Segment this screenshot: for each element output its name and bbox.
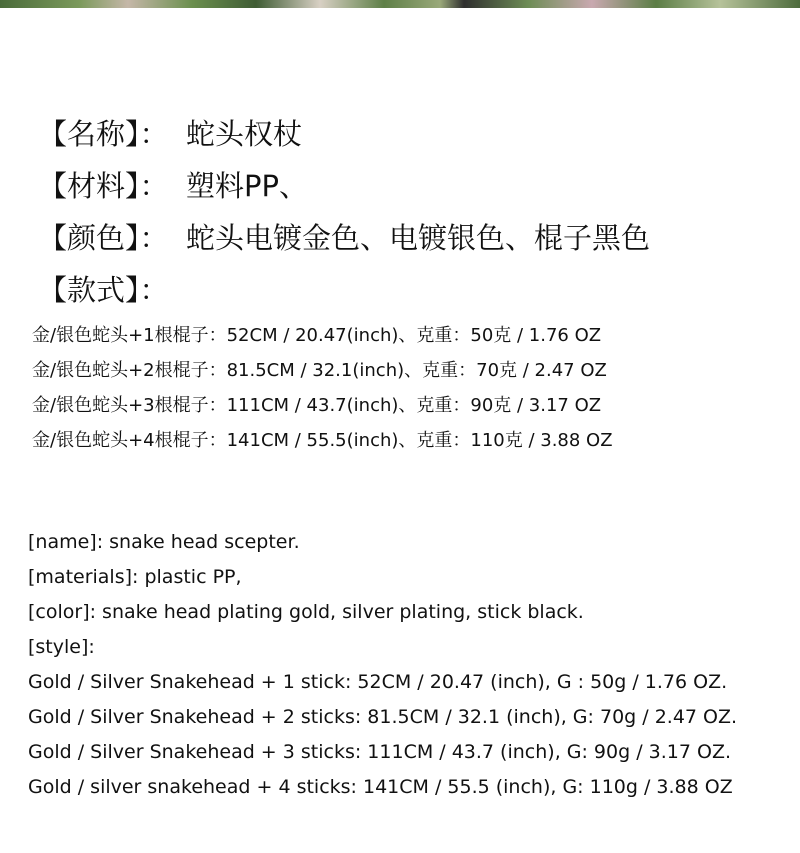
spec-row-style — [38, 264, 650, 316]
spec-key: 【名称】： — [38, 117, 169, 151]
spec-line-en: [name]: snake head scepter. — [28, 531, 300, 553]
variant-line: 金/银色蛇头+4根棍子：141CM / 55.5(inch)、克重：110克 / 3.88 OZ — [32, 430, 613, 451]
variant-line-en: Gold / Silver Snakehead + 3 sticks: 111CM / 43.7 (inch), G: 90g / 3.17 OZ. — [28, 741, 732, 763]
spec-line-en: [materials]: plastic PP, — [28, 566, 242, 588]
variant-line-en: Gold / Silver Snakehead + 1 stick: 52CM / 20.47 (inch), G : 50g / 1.76 OZ. — [28, 671, 728, 693]
spec-key: 【材料】： — [38, 169, 169, 203]
spec-value: 蛇头权杖 — [186, 117, 303, 151]
spec-list-cn — [38, 108, 650, 316]
spec-row-material — [38, 160, 650, 212]
spec-value: 蛇头电镀金色、电镀银色、棍子黑色 — [186, 221, 651, 255]
spec-line-en: [style]: — [28, 636, 95, 658]
spec-line-en: [color]: snake head plating gold, silver plating, stick black. — [28, 601, 584, 623]
spec-key: 【款式】： — [38, 273, 169, 307]
variant-line-en: Gold / silver snakehead + 4 sticks: 141CM / 55.5 (inch), G: 110g / 3.88 OZ — [28, 776, 733, 798]
spec-key: 【颜色】： — [38, 221, 169, 255]
spec-row-name — [38, 108, 650, 160]
variant-line-en: Gold / Silver Snakehead + 2 sticks: 81.5CM / 32.1 (inch), G: 70g / 2.47 OZ. — [28, 706, 738, 728]
product-photo-strip — [0, 0, 800, 8]
spec-value: 塑料PP、 — [186, 169, 308, 203]
variant-list-cn — [32, 318, 613, 458]
variant-line: 金/银色蛇头+2根棍子：81.5CM / 32.1(inch)、克重：70克 / 2.47 OZ — [32, 360, 607, 381]
spec-row-color — [38, 212, 650, 264]
variant-line: 金/银色蛇头+3根棍子：111CM / 43.7(inch)、克重：90克 / 3.17 OZ — [32, 395, 602, 416]
spec-list-en — [28, 525, 737, 805]
variant-line: 金/银色蛇头+1根棍子：52CM / 20.47(inch)、克重：50克 / 1.76 OZ — [32, 325, 602, 346]
